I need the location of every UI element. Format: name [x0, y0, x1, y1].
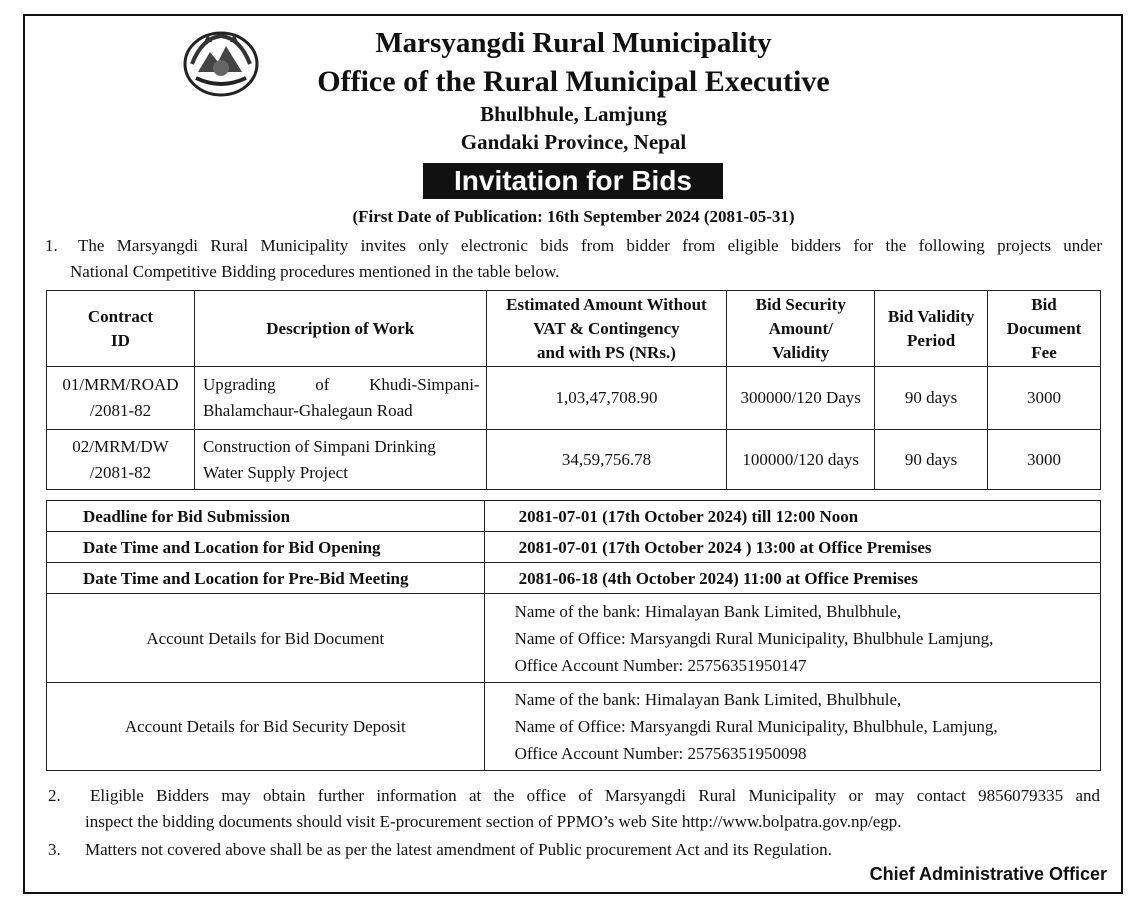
para-3-text: Matters not covered above shall be as per the latest amendment of Public procurement Act and its Regulation.: [85, 840, 832, 859]
projects-header-row: [47, 291, 1101, 367]
col-description: Description of Work: [194, 291, 486, 367]
table-row: [47, 367, 1101, 430]
contract-id-cell: 01/MRM/ROAD /2081-82: [47, 367, 195, 430]
security-cell: 100000/120 days: [727, 430, 875, 490]
para-1-line-2: National Competitive Bidding procedures mentioned in the table below.: [70, 262, 560, 281]
doc-account-details: [484, 594, 1100, 683]
table-row: [47, 430, 1101, 490]
sec-bank-name: Name of the bank: Himalayan Bank Limited, Bhulbhule,: [514, 690, 902, 709]
estimate-cell: 1,03,47,708.90: [486, 367, 727, 430]
para-2-line-2: inspect the bidding documents should visit E-procurement section of PPMO’s web Site http://www.bolpatra.gov.np/egp.: [85, 812, 902, 831]
description-cell: Upgrading of Khudi-Simpani- Bhalamchaur-Ghalegaun Road: [194, 367, 486, 430]
org-name: Marsyangdi Rural Municipality: [375, 27, 772, 59]
opening-value: 2081-07-01 (17th October 2024 ) 13:00 at Office Premises: [484, 532, 1100, 563]
description-cell: Construction of Simpani Drinking Water Supply Project: [194, 430, 486, 490]
sec-account-details: [484, 683, 1100, 771]
validity-cell: 90 days: [875, 367, 988, 430]
notice-banner: Invitation for Bids: [423, 163, 723, 199]
doc-account-label: Account Details for Bid Document: [47, 594, 485, 683]
table-row: [47, 683, 1101, 771]
deadline-label: Deadline for Bid Submission: [47, 501, 485, 532]
table-row: [47, 501, 1101, 532]
address-line-1: Bhulbhule, Lamjung: [480, 102, 667, 126]
col-security: Bid Security Amount/ Validity: [727, 291, 875, 367]
table-row: [47, 563, 1101, 594]
publication-date: (First Date of Publication: 16th September 2024 (2081-05-31): [352, 207, 795, 226]
doc-office-name: Name of Office: Marsyangdi Rural Municipality, Bhulbhule Lamjung,: [514, 628, 994, 648]
col-validity: Bid Validity Period: [875, 291, 988, 367]
para-2-number: 2.: [48, 786, 61, 805]
validity-cell: 90 days: [875, 430, 988, 490]
signature: Chief Administrative Officer: [869, 864, 1107, 884]
para-3-number: 3.: [48, 840, 61, 859]
doc-bank-name: Name of the bank: Himalayan Bank Limited, Bhulbhule,: [514, 601, 902, 621]
fee-cell: 3000: [988, 430, 1101, 490]
col-estimate: Estimated Amount Without VAT & Contingency and with PS (NRs.): [486, 291, 727, 367]
address-line-2: Gandaki Province, Nepal: [460, 130, 687, 154]
opening-label: Date Time and Location for Bid Opening: [47, 532, 485, 563]
col-contract-id: Contract ID: [47, 291, 195, 367]
para-1-line-1: The Marsyangdi Rural Municipality invites only electronic bids from bidder from eligible bidders for the following projects under: [78, 236, 1102, 255]
projects-table: [46, 290, 1101, 490]
col-fee: Bid Document Fee: [988, 291, 1101, 367]
sec-account-number: Office Account Number: 25756351950098: [514, 744, 807, 763]
contract-id-cell: 02/MRM/DW /2081-82: [47, 430, 195, 490]
fee-cell: 3000: [988, 367, 1101, 430]
estimate-cell: 34,59,756.78: [486, 430, 727, 490]
prebid-value: 2081-06-18 (4th October 2024) 11:00 at Office Premises: [484, 563, 1100, 594]
security-cell: 300000/120 Days: [727, 367, 875, 430]
para-1-number: 1.: [45, 236, 58, 255]
sec-office-name: Name of Office: Marsyangdi Rural Municipality, Bhulbhule, Lamjung,: [514, 717, 998, 736]
para-2-line-1: Eligible Bidders may obtain further information at the office of Marsyangdi Rural Municipality or may contact 9856079335 and: [90, 786, 1100, 805]
table-row: [47, 594, 1101, 683]
table-row: [47, 532, 1101, 563]
doc-account-number: Office Account Number: 25756351950147: [514, 655, 807, 675]
schedule-table: [46, 500, 1101, 771]
deadline-value: 2081-07-01 (17th October 2024) till 12:00 Noon: [484, 501, 1100, 532]
sec-account-label: Account Details for Bid Security Deposit: [47, 683, 485, 771]
prebid-label: Date Time and Location for Pre-Bid Meeting: [47, 563, 485, 594]
office-name: Office of the Rural Municipal Executive: [317, 65, 830, 98]
